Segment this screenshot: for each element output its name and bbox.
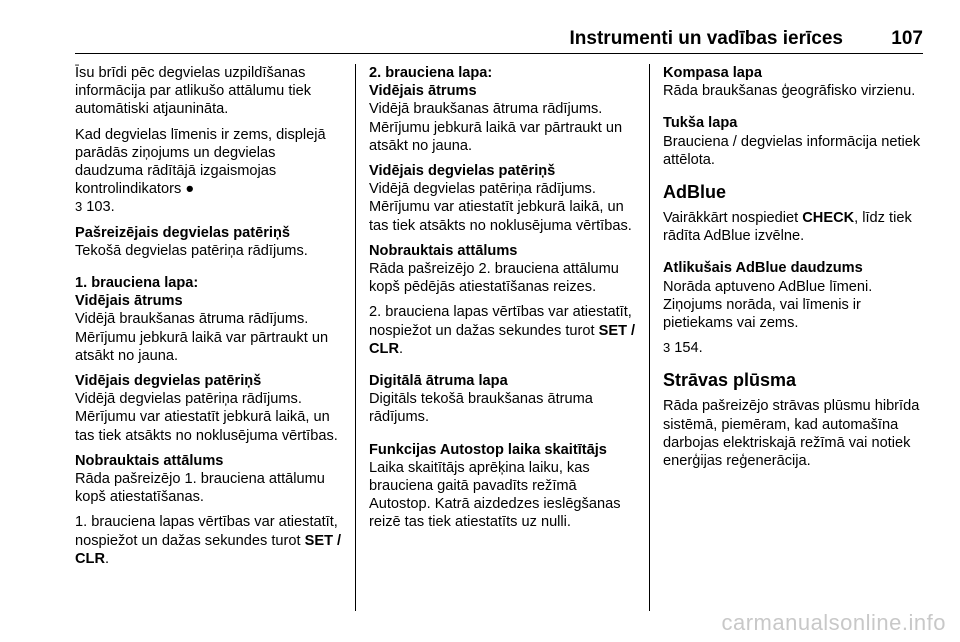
subheading: Kompasa lapa [663, 65, 762, 81]
paragraph: Rāda pašreizējo 2. brauciena attālumu kopš pēdējās atiestatīšanas reizes. [369, 261, 619, 296]
paragraph: Vidējā degvielas patēriņa rādījums. Mērījumu var atiestatīt jebkurā laikā, un tas tiek atsākts no noklusējuma vērtības. [369, 181, 632, 234]
paragraph: Digitāls tekošā braukšanas ātruma rādījums. [369, 391, 593, 426]
paragraph: Vidējā degvielas patēriņa rādījums. Mērījumu var atiestatīt jebkurā laikā, un tas tiek atsākts no noklusējuma vērtības. [75, 391, 338, 444]
column-divider [649, 64, 650, 611]
subheading: Pašreizējais degvielas patēriņš [75, 224, 290, 241]
subheading: Nobrauktais attālums [75, 452, 224, 469]
subheading: Nobrauktais attālums [369, 242, 518, 259]
paragraph: Tekošā degvielas patēriņa rādījums. [75, 242, 308, 259]
subheading: Vidējais ātrums [75, 293, 183, 310]
paragraph: 1. brauciena lapas vērtības var atiestatīt, nospiežot un dažas sekundes turot SET / CLR. [75, 514, 342, 567]
subheading: Vidējais degvielas patēriņš [75, 373, 262, 390]
page-reference[interactable]: 154. [674, 340, 703, 357]
paragraph: Laika skaitītājs aprēķina laiku, kas brauciena gaitā pavadīts režīmā Autostop. Katrā aizdedzes ieslēgšanas reizē tas tiek atiestatīts uz nulli. [369, 459, 621, 531]
subheading: Tukša lapa [663, 115, 738, 132]
cross-reference-icon: 3 [663, 340, 671, 356]
column-3 [663, 64, 925, 477]
subheading: Digitālā ātruma lapa [369, 373, 508, 390]
page-number: 107 [891, 28, 923, 49]
paragraph: Norāda aptuveno AdBlue līmeni. Ziņojums norāda, vai līmenis ir pietiekams vai zems. [663, 278, 873, 332]
paragraph: Rāda braukšanas ģeogrāfisko virzienu. [663, 83, 916, 100]
paragraph: Īsu brīdi pēc degvielas uzpildīšanas informācija par atlikušo attālumu tiek automātiski atjaunināta. [75, 65, 312, 118]
control-name: SET / CLR [369, 322, 636, 357]
paragraph: Kad degvielas līmenis ir zems, displejā parādās ziņojums un degvielas daudzuma rādītājā izgaismojas kontrolindikators ● 3 103. [75, 126, 326, 216]
control-name: CHECK [802, 210, 855, 227]
page-reference[interactable]: 103. [86, 199, 115, 216]
paragraph: Vairākkārt nospiediet CHECK, līdz tiek rādīta AdBlue izvēlne. [663, 210, 912, 245]
page-title: Instrumenti un vadības ierīces [569, 28, 843, 49]
column-divider [355, 64, 356, 611]
paragraph [663, 339, 925, 357]
subheading: 1. brauciena lapa: [75, 275, 199, 292]
control-name: SET / CLR [75, 532, 342, 567]
paragraph: Vidējā braukšanas ātruma rādījums. Mērījumu jebkurā laikā var pārtraukt un atsākt no jauna. [369, 101, 623, 154]
paragraph: Brauciena / degvielas informācija netiek attēlota. [663, 133, 921, 168]
section-heading: Strāvas plūsma [663, 370, 797, 391]
subheading: Vidējais ātrums [369, 83, 477, 100]
watermark: carmanualsonline.info [721, 610, 946, 635]
page-header [75, 24, 923, 52]
paragraph: Rāda pašreizējo strāvas plūsmu hibrīda sistēmā, piemēram, kad automašīna darbojas elektriskajā režīmā vai notiek enerģijas reģenerācija. [663, 398, 920, 470]
paragraph: 2. brauciena lapas vērtības var atiestatīt, nospiežot un dažas sekundes turot SET / CLR. [369, 304, 636, 357]
header-rule [75, 53, 923, 54]
cross-reference-icon: 3 [75, 199, 83, 215]
subheading: Atlikušais AdBlue daudzums [663, 260, 863, 277]
column-2 [369, 64, 637, 539]
subheading: 2. brauciena lapa: [369, 65, 493, 81]
column-1 [75, 64, 345, 575]
paragraph: Vidējā braukšanas ātruma rādījums. Mērījumu jebkurā laikā var pārtraukt un atsākt no jauna. [75, 311, 329, 364]
paragraph: Rāda pašreizējo 1. brauciena attālumu kopš atiestatīšanas. [75, 471, 325, 506]
subheading: Funkcijas Autostop laika skaitītājs [369, 441, 607, 458]
section-heading: AdBlue [663, 182, 726, 203]
subheading: Vidējais degvielas patēriņš [369, 163, 556, 180]
